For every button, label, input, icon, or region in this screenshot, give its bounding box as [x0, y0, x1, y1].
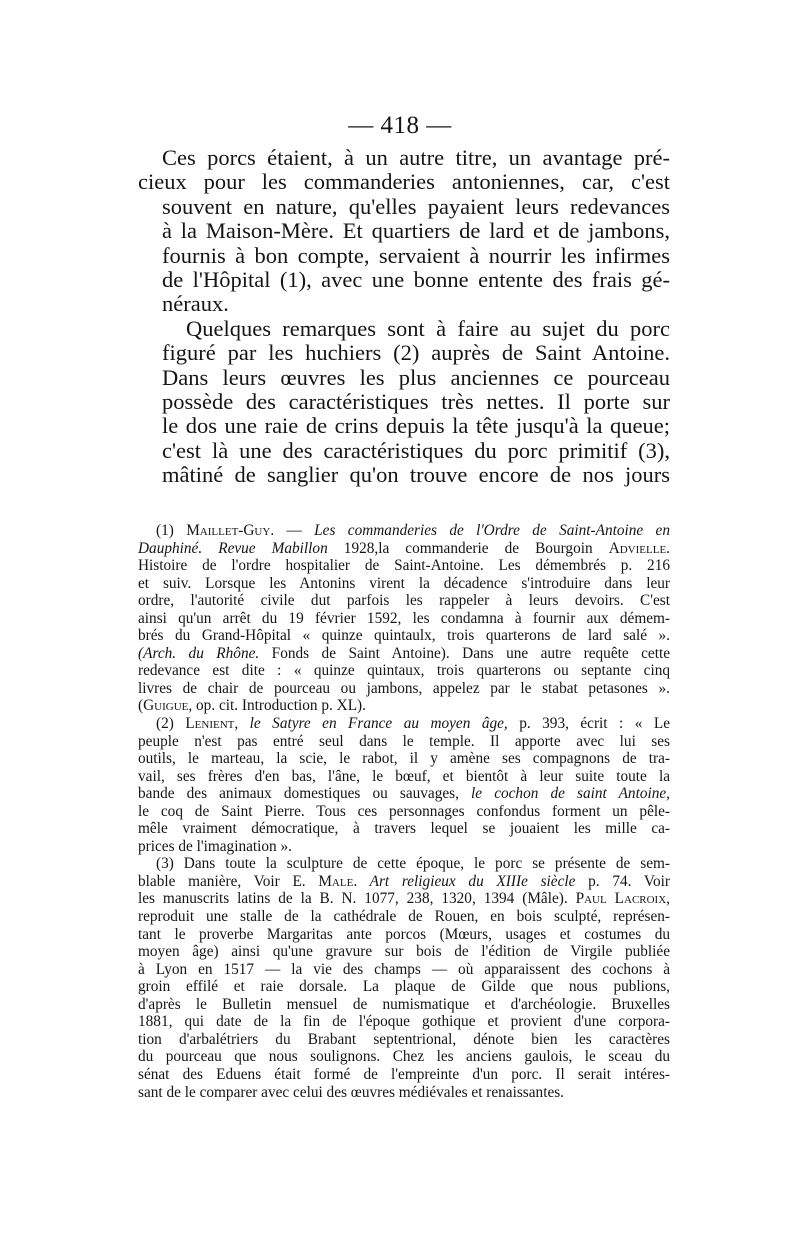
page-number: — 418 — — [348, 112, 452, 139]
text-line: figuré par les huchiers (2) auprès de Saint Antoine. — [162, 340, 670, 366]
footnote-line: (2) Lenient, le Satyre en France au moyen âge, p. 393, écrit : « Le — [156, 715, 670, 733]
footnote-3 — [138, 855, 670, 1101]
main-text — [138, 146, 670, 488]
text-line: Dans leurs œuvres les plus anciennes ce pourceau — [162, 364, 670, 390]
text-line: cieux pour les commanderies antoniennes, car, c'est — [138, 169, 670, 195]
footnote-line: du pourceau que nous soulignons. Chez les anciens gaulois, le sceau du — [138, 1048, 670, 1066]
text-line: possède des caractéristiques très nettes. Il porte sur — [162, 389, 670, 415]
footnote-line: sénat des Eduens était formé de l'empreinte d'un porc. Il serait intéres- — [138, 1065, 670, 1083]
text-line: Ces porcs étaient, à un autre titre, un avantage pré- — [162, 145, 670, 170]
footnote-line: Dauphiné. Revue Mabillon 1928,la commanderie de Bourgoin Advielle. — [138, 539, 670, 557]
footnote-line: blable manière, Voir E. Male. Art religieux du XIIIe siècle p. 74. Voir — [138, 872, 670, 890]
text-line: fournis à bon compte, servaient à nourrir les infirmes — [162, 242, 670, 268]
text-line: c'est là une des caractéristiques du porc primitif (3), — [162, 437, 670, 463]
author-name: Maillet-Guy. — [186, 522, 275, 539]
footnote-line: (Guigue, op. cit. Introduction p. XL). — [138, 697, 366, 715]
footnote-line: le coq de Saint Pierre. Tous ces personnages confondus forment un pêle- — [138, 802, 670, 820]
footnote-line: Histoire de l'ordre hospitalier de Saint-Antoine. Les démembrés p. 216 — [138, 557, 670, 575]
footnote-line: peuple n'est pas entré seul dans le temple. Il apporte avec lui ses — [138, 732, 670, 750]
footnotes — [138, 522, 670, 1101]
footnote-line: tion d'arbalétriers du Brabant septentrional, dénote bien les caractères — [138, 1030, 670, 1048]
text-line: le dos une raie de crins depuis la tête jusqu'à la queue; — [162, 413, 670, 439]
footnote-line: et suiv. Lorsque les Antonins virent la décadence s'introduire dans leur — [138, 574, 670, 592]
footnote-1 — [138, 522, 670, 715]
footnote-line: livres de chair de pourceau ou jambons, appelez par le stabat petasones ». — [138, 679, 670, 697]
footnote-line: brés du Grand-Hôpital « quinze quintaulx, trois quarterons de lard salé ». — [138, 627, 670, 645]
footnote-line: sant de le comparer avec celui des œuvres médiévales et renaissantes. — [138, 1083, 565, 1101]
footnote-line: les manuscrits latins de la B. N. 1077, 238, 1320, 1394 (Mâle). Paul Lacroix, — [138, 890, 670, 908]
footnote-line: tant le proverbe Margaritas ante porcos (Mœurs, usages et costumes du — [138, 925, 670, 943]
footnote-line: bande des animaux domestiques ou sauvages, le cochon de saint Antoine, — [138, 785, 670, 803]
text-line: de l'Hôpital (1), avec une bonne entente des frais gé- — [162, 267, 670, 293]
footnote-line: (3) Dans toute la sculpture de cette époque, le porc se présente de sem- — [156, 855, 670, 873]
footnote-line: reproduit une stalle de la cathédrale de Rouen, en bois sculpté, représen- — [138, 908, 670, 926]
text-line: néraux. — [162, 291, 229, 317]
footnote-line: d'après le Bulletin mensuel de numismatique et d'archéologie. Bruxelles — [138, 995, 670, 1013]
footnote-2 — [138, 715, 670, 855]
text-line: souvent en nature, qu'elles payaient leurs redevances — [162, 193, 670, 219]
footnote-line: (Arch. du Rhône. Fonds de Saint Antoine). Dans une autre requête cette — [138, 644, 670, 662]
footnote-line: groin effilé et raie dorsale. La plaque de Gilde que nous publions, — [138, 978, 670, 996]
footnote-line: mêle vraiment démocratique, à travers lequel se jouaient les mille ca- — [138, 820, 670, 838]
paragraph-2 — [138, 317, 670, 488]
text-line: mâtiné de sanglier qu'on trouve encore de nos jours — [162, 462, 670, 488]
footnote-line: 1881, qui date de la fin de l'époque gothique et provient d'une corpora- — [138, 1013, 670, 1031]
footnote-line: moyen âge) ainsi qu'une gravure sur bois de l'édition de Virgile publiée — [138, 943, 670, 961]
footnote-line: ainsi qu'un arrêt du 19 février 1592, les condamna à fournir aux démem- — [138, 609, 670, 627]
footnote-line: prices de l'imagination ». — [138, 837, 292, 855]
footnote-line: ordre, l'autorité civile dut parfois les rappeler à leurs devoirs. C'est — [138, 592, 670, 610]
footnote-line: (1) Maillet-Guy. — Les commanderies de l'Ordre de Saint-Antoine en — [156, 522, 670, 539]
work-title: Les commanderies de l'Ordre de Saint-Antoine en — [314, 522, 670, 539]
paragraph-1 — [138, 146, 670, 317]
footnote-line: vail, ses frères d'en bas, l'âne, le bœuf, et bientôt à leur suite toute la — [138, 767, 670, 785]
text-line: à la Maison-Mère. Et quartiers de lard et de jambons, — [162, 218, 670, 244]
footnote-line: outils, le marteau, la scie, le rabot, il y amène ses compagnons de tra- — [138, 750, 670, 768]
text-line: Quelques remarques sont à faire au sujet du porc — [186, 315, 670, 341]
footnote-line: à Lyon en 1517 — la vie des champs — où apparaissent des cochons à — [138, 960, 670, 978]
footnote-line: redevance est dite : « quinze quintaux, trois quarterons ou septante cinq — [138, 662, 670, 680]
